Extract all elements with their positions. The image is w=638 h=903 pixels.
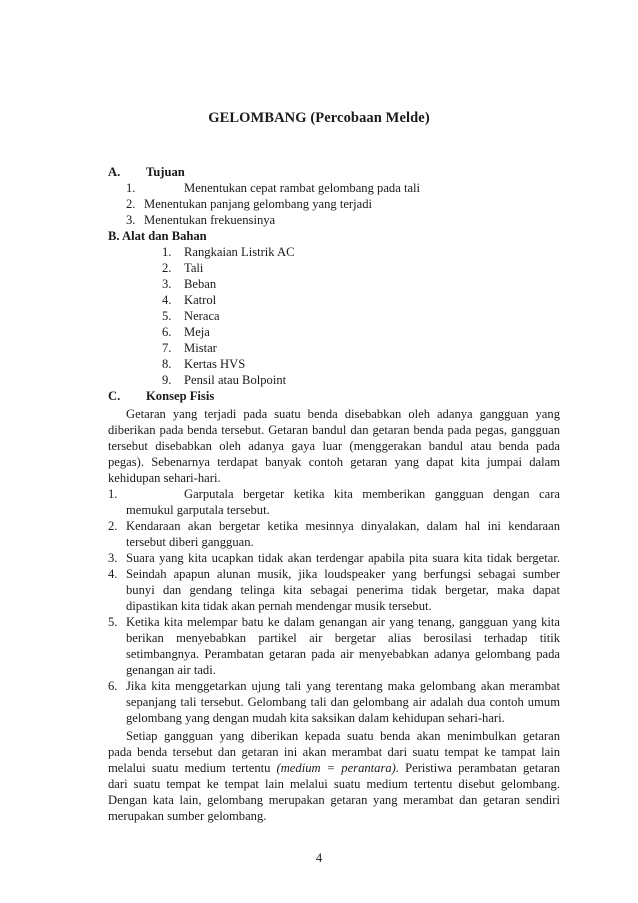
paragraph-line: pada benda tersebut dan getaran ini akan merambat dari suatu tempat ke tampat lain — [108, 745, 560, 759]
paragraph-line: kehidupan sehari-hari. — [108, 471, 221, 485]
list-number: 4. — [162, 293, 172, 307]
list-item: Neraca — [184, 309, 220, 323]
list-item: Menentukan frekuensinya — [144, 213, 276, 227]
paragraph-line — [108, 760, 560, 776]
page-title: GELOMBANG (Percobaan Melde) — [208, 110, 430, 126]
paragraph-text: Peristiwa perambatan getaran — [399, 761, 560, 775]
paragraph-line: pegas). Sebenarnya terdapat banyak contoh getaran yang dapat kita jumpai dalam — [108, 455, 560, 469]
list-number: 2. — [108, 519, 118, 533]
list-item: memukul garputala tersebut. — [126, 503, 270, 517]
list-item: Seindah apapun alunan musik, jika loudspeaker yang berfungsi sebagai sumber — [126, 567, 560, 581]
list-item: gelombang yang dengan mudah kita saksikan dalam kehidupan sehari-hari. — [126, 711, 505, 725]
list-item: tersebut diberi gangguan. — [126, 535, 254, 549]
section-b-heading: B. Alat dan Bahan — [108, 229, 207, 243]
paragraph-line: Setiap gangguan yang diberikan kepada suatu benda akan menimbulkan getaran — [126, 729, 560, 743]
list-item: Pensil atau Bolpoint — [184, 373, 287, 387]
list-item: Kertas HVS — [184, 357, 246, 371]
paragraph-line: diberikan pada benda tersebut. Getaran bandul dan getaran benda pada pegas, gangguan — [108, 423, 560, 437]
list-number: 8. — [162, 357, 172, 371]
list-number: 2. — [126, 197, 136, 211]
list-number: 9. — [162, 373, 172, 387]
list-item: Jika kita menggetarkan ujung tali yang terentang maka gelombang akan merambat — [126, 679, 560, 693]
paragraph-text: melalui suatu medium tertentu — [108, 761, 277, 775]
list-item: berikan menyebabkan partikel air bergetar alias berosilasi terhadap titik — [126, 631, 560, 645]
list-item: Tali — [184, 261, 204, 275]
list-number: 3. — [108, 551, 118, 565]
list-item: Menentukan cepat rambat gelombang pada tali — [184, 181, 421, 195]
list-item: Rangkaian Listrik AC — [184, 245, 295, 259]
list-number: 3. — [162, 277, 172, 291]
list-item: Katrol — [184, 293, 217, 307]
list-item: sepanjang tali tersebut. Gelombang tali dan gelombang air adalah dua contoh umum — [126, 695, 560, 709]
page-number: 4 — [315, 851, 323, 865]
section-c-heading: Konsep Fisis — [146, 389, 215, 403]
paragraph-line: tersebut disebabkan oleh adanya gaya luar (menggerakan bandul atau benda pada — [108, 439, 560, 453]
section-a-letter: A. — [108, 165, 121, 179]
list-item: Mistar — [184, 341, 217, 355]
list-item: Menentukan panjang gelombang yang terjadi — [144, 197, 373, 211]
list-item: bunyi dan gendang telinga kita sebagai penerima tidak bergetar, maka dapat — [126, 583, 560, 597]
list-number: 5. — [162, 309, 172, 323]
list-item: Kendaraan akan bergetar ketika mesinnya dinyalakan, dalam hal ini kendaraan — [126, 519, 560, 533]
list-number: 1. — [126, 181, 136, 195]
list-number: 2. — [162, 261, 172, 275]
list-item: Garputala bergetar ketika kita memberikan gangguan dengan cara — [184, 487, 560, 501]
list-number: 4. — [108, 567, 118, 581]
paragraph-line: dari suatu tempat ke tempat lain melalui suatu medium tertentu disebut gelombang. — [108, 777, 560, 791]
list-item: genangan air tadi. — [126, 663, 216, 677]
list-number: 5. — [108, 615, 118, 629]
list-number: 6. — [108, 679, 118, 693]
list-item: Ketika kita melempar batu ke dalam genangan air yang tenang, gangguan yang kita — [126, 615, 560, 629]
paragraph-line: Getaran yang terjadi pada suatu benda disebabkan oleh adanya gangguan yang — [126, 407, 560, 421]
section-c-letter: C. — [108, 389, 121, 403]
list-item: Beban — [184, 277, 217, 291]
paragraph-line: Dengan kata lain, gelombang merupakan getaran yang merambat dan getaran sendiri — [108, 793, 560, 807]
list-number: 6. — [162, 325, 172, 339]
list-item: dipastikan kita tidak akan pernah mendengar musik tersebut. — [126, 599, 432, 613]
list-number: 7. — [162, 341, 172, 355]
list-number: 1. — [162, 245, 172, 259]
list-number: 1. — [108, 487, 118, 501]
paragraph-line: merupakan sumber gelombang. — [108, 809, 267, 823]
italic-term: (medium = perantara). — [276, 761, 400, 775]
list-number: 3. — [126, 213, 136, 227]
list-item: setimbangnya. Perambatan getaran pada air menyebabkan adanya gelombang pada — [126, 647, 560, 661]
section-a-heading: Tujuan — [146, 165, 185, 179]
list-item: Suara yang kita ucapkan tidak akan terdengar apabila pita suara kita tidak bergetar. — [126, 551, 560, 565]
list-item: Meja — [184, 325, 210, 339]
